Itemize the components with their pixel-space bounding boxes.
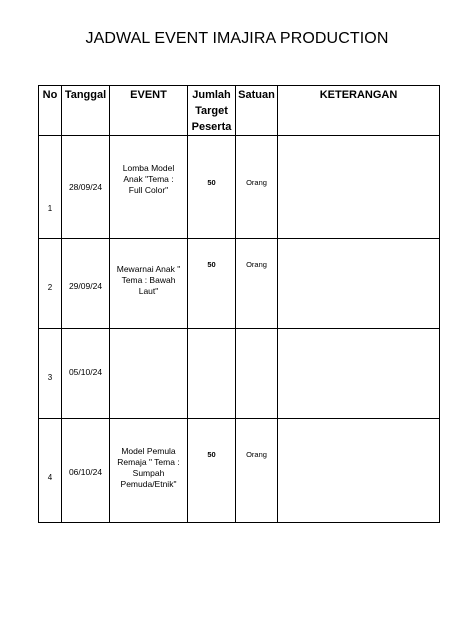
row-date: 29/09/24: [62, 239, 110, 329]
row-notes: [278, 419, 440, 523]
row-notes: [278, 136, 440, 239]
row-target: [188, 329, 236, 419]
row-notes: [278, 239, 440, 329]
row-event: [110, 329, 188, 419]
row-target: 50: [188, 419, 236, 523]
header-notes: KETERANGAN: [278, 86, 440, 136]
table-row: [39, 419, 440, 523]
header-target: Jumlah Target Peserta: [188, 86, 236, 136]
row-number: 3: [39, 329, 62, 419]
table-row: [39, 239, 440, 329]
header-date: Tanggal: [62, 86, 110, 136]
row-event: Mewarnai Anak " Tema : Bawah Laut": [110, 239, 188, 329]
row-target: 50: [188, 239, 236, 329]
row-notes: [278, 329, 440, 419]
row-target: 50: [188, 136, 236, 239]
header-event: EVENT: [110, 86, 188, 136]
row-unit: Orang: [236, 239, 278, 329]
row-unit: Orang: [236, 419, 278, 523]
table-header-row: [39, 86, 440, 136]
row-unit: Orang: [236, 136, 278, 239]
row-number: 1: [39, 136, 62, 239]
row-date: 06/10/24: [62, 419, 110, 523]
row-event: Model Pemula Remaja " Tema : Sumpah Pemuda/Etnik": [110, 419, 188, 523]
row-event: Lomba Model Anak "Tema : Full Color": [110, 136, 188, 239]
row-number: 4: [39, 419, 62, 523]
row-date: 28/09/24: [62, 136, 110, 239]
header-no: No: [39, 86, 62, 136]
event-schedule-table: [38, 85, 440, 523]
row-date: 05/10/24: [62, 329, 110, 419]
table-row: [39, 136, 440, 239]
row-number: 2: [39, 239, 62, 329]
table-row: [39, 329, 440, 419]
row-unit: [236, 329, 278, 419]
document-title: JADWAL EVENT IMAJIRA PRODUCTION: [85, 30, 389, 47]
header-unit: Satuan: [236, 86, 278, 136]
